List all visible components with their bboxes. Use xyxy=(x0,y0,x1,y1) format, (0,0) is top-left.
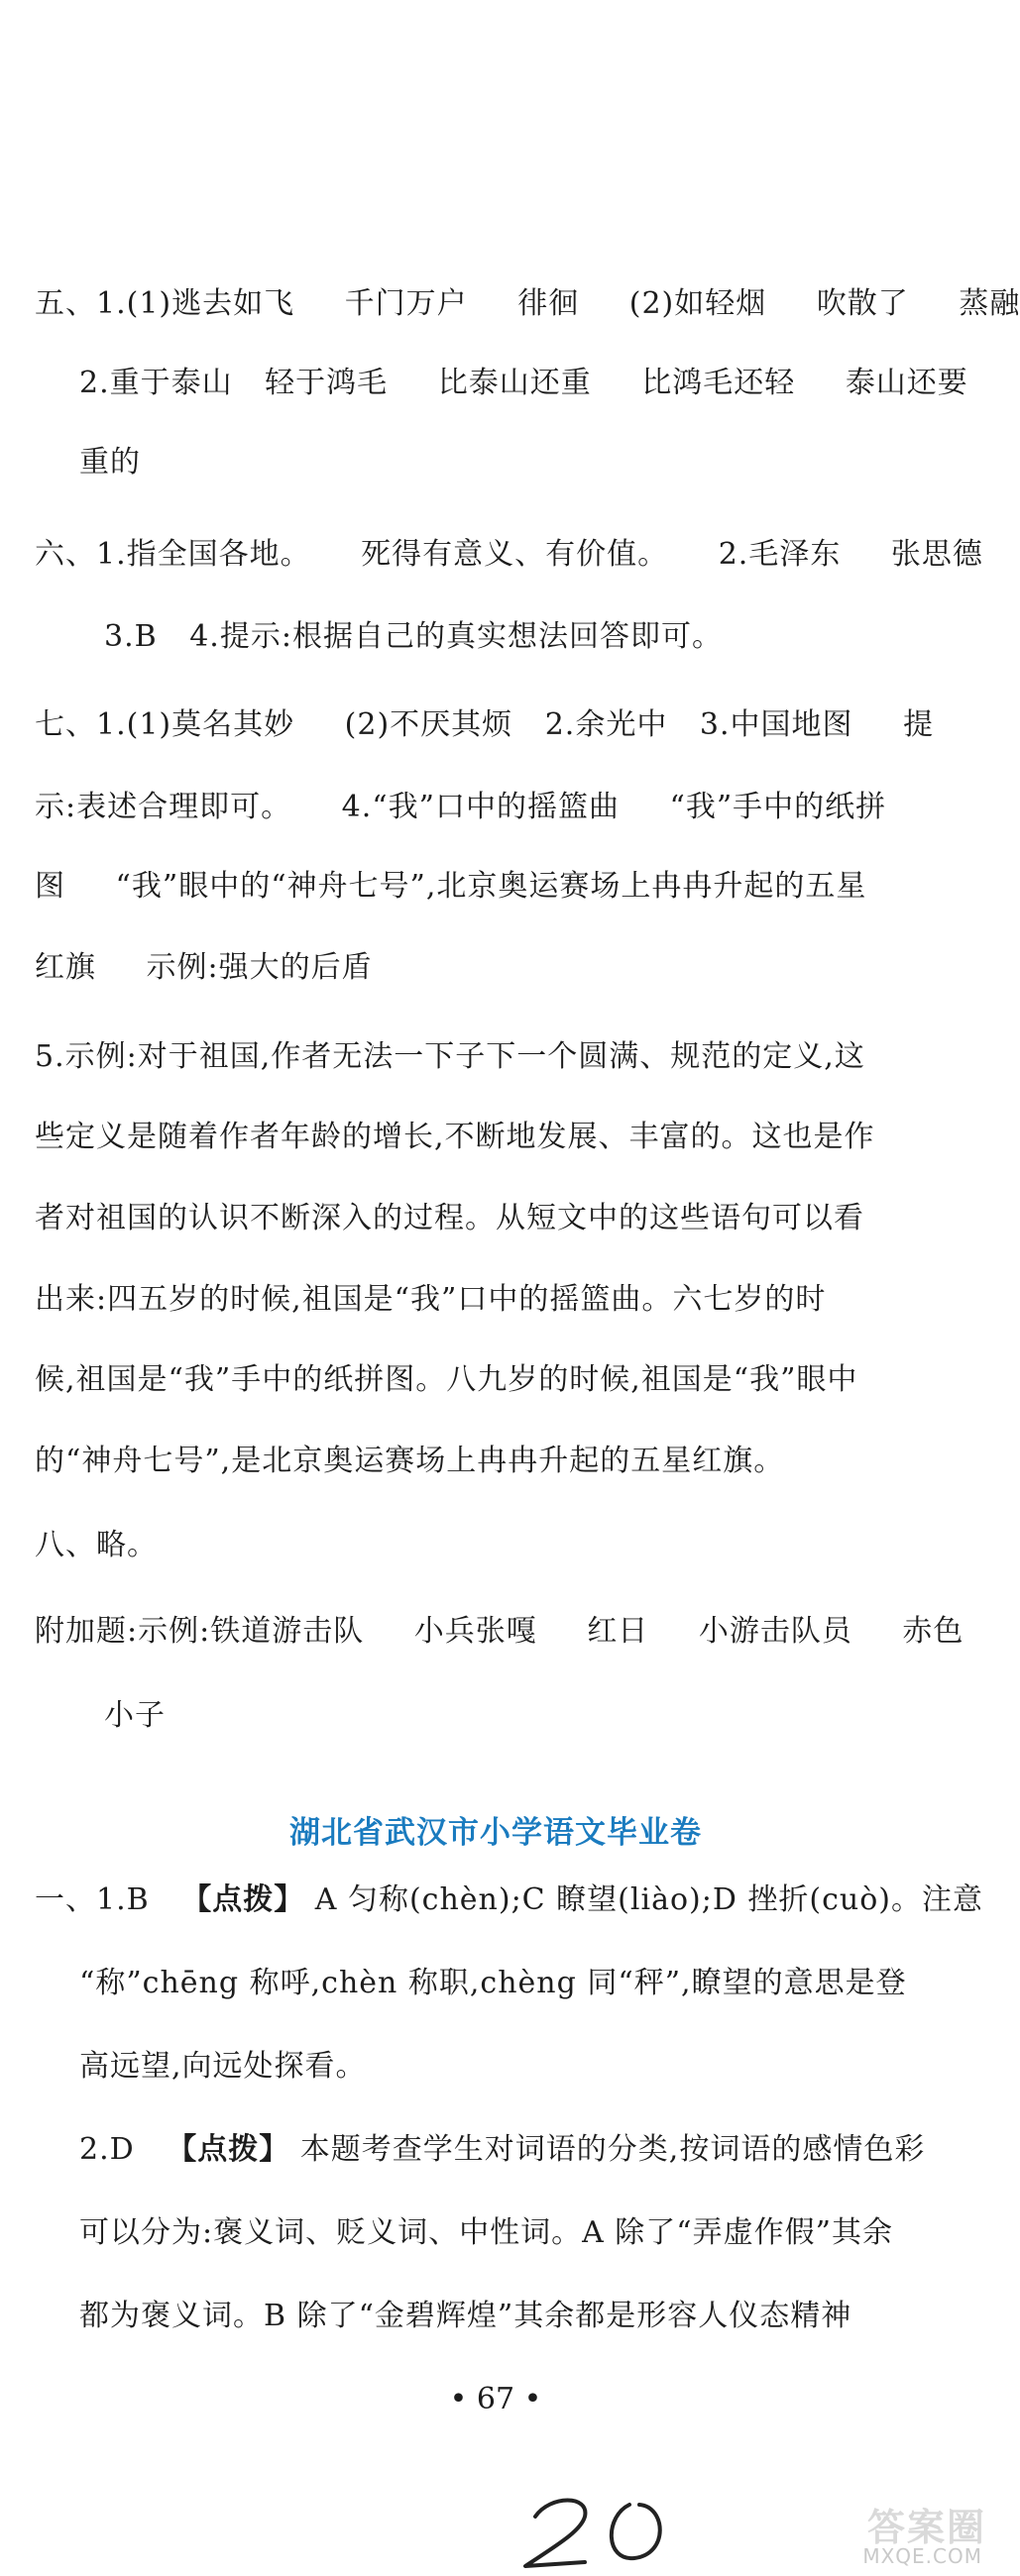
s6-l2-a: 3.B xyxy=(104,619,158,654)
q2-tag: 【点拨】 xyxy=(167,2132,290,2167)
extra-l2: 小子 xyxy=(104,1698,166,1733)
q2-line-2: 可以分为:褒义词、贬义词、中性词。A 除了“弄虚作假”其余 xyxy=(79,2215,893,2250)
s6-l1-a: 六、1.指全国各地。 xyxy=(35,537,311,572)
page-number: • 67 • xyxy=(449,2382,542,2416)
s5-l2-a: 2.重于泰山 xyxy=(79,366,233,400)
s7-l4-b: 示例:强大的后盾 xyxy=(146,950,373,985)
s7-l1-d: 3.中国地图 xyxy=(699,707,853,742)
s5-l2-c: 比泰山还重 xyxy=(437,366,592,400)
s7-l1-c: 2.余光中 xyxy=(544,707,668,742)
extra-l1-e: 赤色 xyxy=(902,1614,964,1649)
s8-line: 八、略。 xyxy=(35,1528,158,1562)
q2-line-1 xyxy=(79,2130,925,2170)
q1-line-1 xyxy=(35,1880,983,1920)
s5-l2-d: 比鸿毛还轻 xyxy=(641,366,796,400)
watermark-bottom: MXQE.COM xyxy=(862,2544,982,2568)
q1-l1-a: 一、1.B xyxy=(35,1882,150,1917)
extra-line-1 xyxy=(35,1612,963,1652)
s6-l1-b: 死得有意义、有价值。 xyxy=(361,537,669,572)
s7-p5-line-1: 5.示例:对于祖国,作者无法一下子下一个圆满、规范的定义,这 xyxy=(35,1039,865,1074)
handwritten-number xyxy=(506,2477,704,2576)
s6-line-1 xyxy=(35,535,983,575)
extra-l1-a: 附加题:示例:铁道游击队 xyxy=(35,1614,365,1649)
s7-p5-line-2: 些定义是随着作者年龄的增长,不断地发展、丰富的。这也是作 xyxy=(35,1120,875,1154)
s7-l1-a: 七、1.(1)莫名其妙 xyxy=(35,707,295,742)
exam-title: 湖北省武汉市小学语文毕业卷 xyxy=(289,1815,702,1851)
extra-l1-c: 红日 xyxy=(587,1614,649,1649)
s7-line-2 xyxy=(35,788,886,827)
q2-l1-b: 本题考查学生对词语的分类,按词语的感情色彩 xyxy=(299,2132,926,2167)
s5-line-2 xyxy=(79,364,968,403)
extra-l1-b: 小兵张嘎 xyxy=(413,1614,537,1649)
q1-tag: 【点拨】 xyxy=(181,1882,305,1917)
s7-line-4 xyxy=(35,948,373,988)
s7-l4-a: 红旗 xyxy=(35,950,96,985)
s7-l1-b: (2)不厌其烦 xyxy=(344,707,513,742)
watermark-top: 答案圈 xyxy=(866,2506,986,2549)
s6-l1-d: 张思德 xyxy=(890,537,983,572)
s7-l2-c: “我”手中的纸拼 xyxy=(669,790,887,824)
s5-l3: 重的 xyxy=(79,445,141,480)
s5-l1-c: 徘徊 xyxy=(517,286,580,321)
s7-l2-a: 示:表述合理即可。 xyxy=(35,790,292,824)
s6-l1-c: 2.毛泽东 xyxy=(718,537,842,572)
s6-l2-b: 4.提示:根据自己的真实想法回答即可。 xyxy=(189,619,723,654)
s5-l1-e: 吹散了 xyxy=(816,286,909,321)
s5-l1-d: (2)如轻烟 xyxy=(628,286,767,321)
s7-p5-line-6: 的“神舟七号”,是北京奥运赛场上冉冉升起的五星红旗。 xyxy=(35,1444,785,1478)
s5-line-3 xyxy=(79,443,141,483)
s5-line-1 xyxy=(35,284,1020,324)
s5-l1-a: 五、1.(1)逃去如飞 xyxy=(35,286,295,321)
extra-line-2 xyxy=(104,1696,166,1736)
s7-line-3 xyxy=(35,867,866,907)
s5-l2-e: 泰山还要 xyxy=(845,366,968,400)
q1-line-3: 高远望,向远处探看。 xyxy=(79,2049,367,2084)
q1-l1-b: A 匀称(chèn);C 瞭望(liào);D 挫折(cuò)。注意 xyxy=(314,1882,984,1917)
s6-line-2 xyxy=(104,617,723,657)
s7-l2-b: 4.“我”口中的摇篮曲 xyxy=(341,790,620,824)
s7-p5-line-4: 出来:四五岁的时候,祖国是“我”口中的摇篮曲。六七岁的时 xyxy=(35,1282,827,1317)
s5-l2-b: 轻于鸿毛 xyxy=(265,366,389,400)
s7-l1-e: 提 xyxy=(903,707,935,742)
watermark-logo xyxy=(788,2497,986,2572)
q1-line-2: “称”chēng 称呼,chèn 称职,chèng 同“秤”,瞭望的意思是登 xyxy=(79,1966,907,2000)
q2-line-3: 都为褒义词。B 除了“金碧辉煌”其余都是形容人仪态精神 xyxy=(79,2299,852,2333)
s7-l3-a: 图 xyxy=(35,869,65,904)
s5-l1-b: 千门万户 xyxy=(344,286,468,321)
s7-line-1 xyxy=(35,705,934,745)
s7-p5-line-5: 候,祖国是“我”手中的纸拼图。八九岁的时候,祖国是“我”眼中 xyxy=(35,1362,858,1397)
q2-l1-a: 2.D xyxy=(79,2132,135,2167)
s7-p5-line-3: 者对祖国的认识不断深入的过程。从短文中的这些语句可以看 xyxy=(35,1201,864,1235)
s5-l1-f: 蒸融 xyxy=(959,286,1020,321)
extra-l1-d: 小游击队员 xyxy=(698,1614,852,1649)
s7-l3-b: “我”眼中的“神舟七号”,北京奥运赛场上冉冉升起的五星 xyxy=(115,869,867,904)
